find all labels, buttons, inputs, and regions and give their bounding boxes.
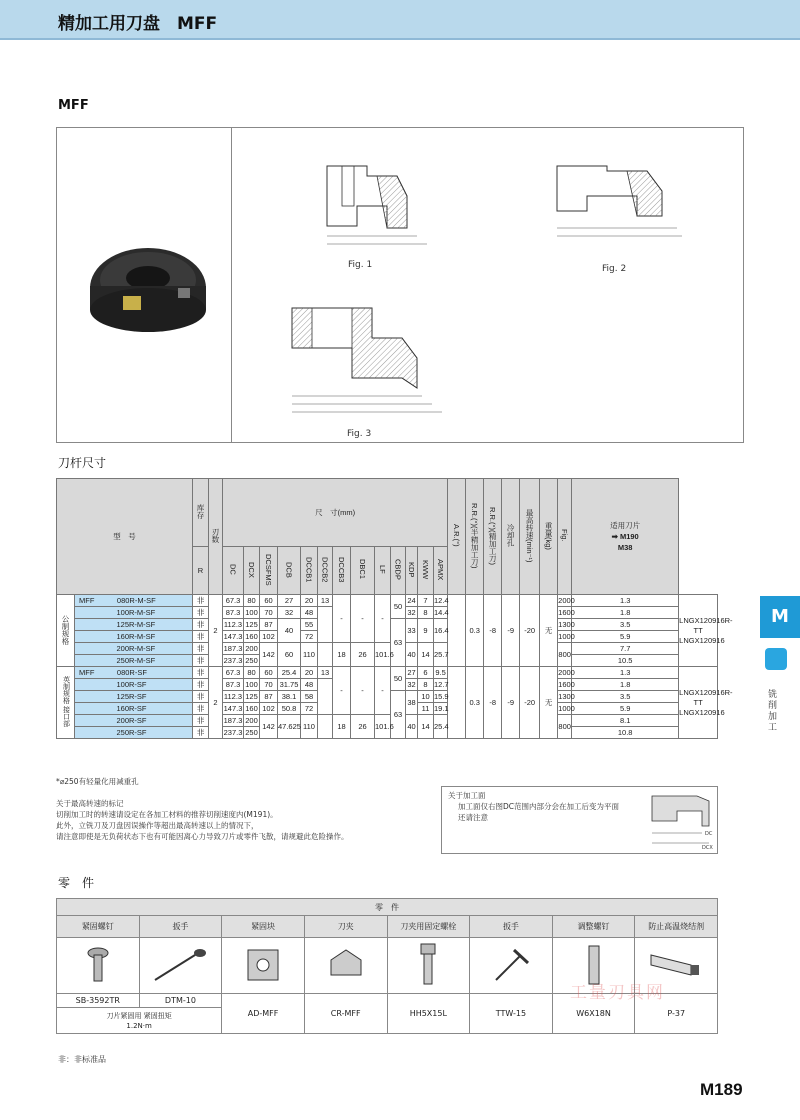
header-model: 型 号 bbox=[57, 479, 193, 595]
part-head-clamp: 刀夹 bbox=[304, 916, 387, 938]
header-fig: Fig. bbox=[558, 479, 572, 595]
table-row: 英制规格 接口部 MFF 080R-SF 非 2 67.3 80 60 25.4 20 13 - - - 50 27 6 9.5 0.3 -8 -9 -20 无 2000 1.3 LNGX120916R-TT LNGX120916 bbox=[57, 667, 718, 679]
screw-image bbox=[57, 938, 140, 994]
col-dccb2: DCCB2 bbox=[318, 547, 333, 595]
spec-table bbox=[56, 478, 733, 739]
part-head-antiseize: 防止高温烧结剂 bbox=[635, 916, 718, 938]
table-row: 250R-SF 非 237.3 250 10.8 bbox=[57, 727, 718, 739]
table-row: 100R-M-SF 非 87.3 100 70 32 48 32 8 14.4 1600 1.8 bbox=[57, 607, 718, 619]
part-head-wrench2: 扳手 bbox=[470, 916, 553, 938]
table-row: 公制规格 MFF 080R-M-SF 非 2 67.3 80 60 27 20 13 - - - 50 24 7 12.4 0.3 -8 -9 -20 无 2000 1.3 LNGX120916R-TT LNGX120916 bbox=[57, 595, 718, 607]
part-head-screw: 紧固螺钉 bbox=[57, 916, 140, 938]
group-metric: 公制规格 bbox=[57, 595, 75, 667]
header-rr2: R.R.(°)(精加工刀) bbox=[484, 479, 502, 595]
part-head-wrench: 扳手 bbox=[139, 916, 222, 938]
footnote-nonstandard: 非：非标准品 bbox=[58, 1055, 106, 1064]
parts-table: 零 件 紧固螺钉 扳手 紧固块 刀夹 刀夹用固定螺栓 扳手 调整螺钉 防止高温烧结剂 SB-3592TR DTM-10 AD-MFF CR-MFF HH5X15L TTW-15 W6X18N P-37 刀片紧固用 紧固扭矩 1.2N·m bbox=[56, 898, 718, 1034]
fig3-caption: Fig. 3 bbox=[347, 429, 372, 439]
header-r: R bbox=[193, 547, 209, 595]
col-dcb: DCB bbox=[278, 547, 301, 595]
col-dcx: DCX bbox=[244, 547, 260, 595]
part-head-bolt: 刀夹用固定螺栓 bbox=[387, 916, 470, 938]
table-row: 100R-SF 非 87.3 100 70 31.75 48 32 8 12.7 1600 1.8 bbox=[57, 679, 718, 691]
header-rr1: R.R.(°)(半精加工刀) bbox=[466, 479, 484, 595]
col-dc: DC bbox=[223, 547, 244, 595]
figure-frame bbox=[56, 127, 744, 443]
part-head-block: 紧固块 bbox=[222, 916, 305, 938]
header-stock: 库存 bbox=[193, 479, 209, 547]
table-row: 125R-M-SF 非 112.3 125 87 40 55 63 33 9 16.4 1300 3.5 bbox=[57, 619, 718, 631]
block-image bbox=[222, 938, 305, 994]
clamp-image bbox=[304, 938, 387, 994]
page-title: 精加工用刀盘 MFF bbox=[58, 14, 218, 34]
header-ar: A.R.(°) bbox=[448, 479, 466, 595]
speed-notes: 关于最高转速的标记 切削加工时的转速请设定在各加工材料的推荐切削速度内(M191)。 此外，立铣刀及刀盘因误操作等超出最高转速以上的情况下， 请注意即使是无负荷状态下也有可能因离心力导致刀片或零件飞散，请规避此危险操作。 bbox=[56, 799, 349, 841]
fig1-caption: Fig. 1 bbox=[348, 260, 373, 270]
side-tab-text: 铣削加工 bbox=[768, 690, 778, 733]
header-speed: 最高转速(min⁻¹) bbox=[520, 479, 540, 595]
group-imperial: 英制规格 接口部 bbox=[57, 667, 75, 739]
col-cbdp: CBDP bbox=[391, 547, 406, 595]
col-kww: KWW bbox=[418, 547, 434, 595]
table-row: 250R-M-SF 非 237.3 250 10.5 bbox=[57, 655, 718, 667]
col-lf: LF bbox=[375, 547, 391, 595]
wrench-image bbox=[139, 938, 222, 994]
bolt-image bbox=[387, 938, 470, 994]
machining-note-text: 关于加工面 加工面仅右图DC范围内部分会在加工后变为平面 还请注意 bbox=[448, 791, 620, 822]
col-dccb3: DCCB3 bbox=[333, 547, 351, 595]
page-header bbox=[0, 0, 800, 40]
dc-label: DC bbox=[705, 831, 713, 837]
fig1-drawing bbox=[297, 136, 437, 256]
torque-note: 刀片紧固用 紧固扭矩 1.2N·m bbox=[57, 1008, 222, 1034]
col-dbc1: DBC1 bbox=[351, 547, 375, 595]
parts-title: 零 件 bbox=[58, 876, 95, 890]
fig3-drawing bbox=[282, 278, 452, 423]
table-row: 160R-SF 非 147.3 160 102 50.8 72 11 19.1 1000 5.9 bbox=[57, 703, 718, 715]
header-dims: 尺 寸(mm) bbox=[223, 479, 448, 547]
table-row: 125R-SF 非 112.3 125 87 38.1 58 63 38 10 15.9 1300 3.5 bbox=[57, 691, 718, 703]
part-head-adjust: 调整螺钉 bbox=[552, 916, 635, 938]
machining-note-box bbox=[441, 786, 718, 854]
header-teeth: 刃数 bbox=[209, 479, 223, 595]
header-insert: 适用刀片 ➡ M190 M38 bbox=[572, 479, 679, 595]
t-wrench-image bbox=[470, 938, 553, 994]
section-title-mff: MFF bbox=[58, 98, 89, 113]
milling-icon bbox=[765, 648, 787, 670]
table-row: 200R-M-SF 非 187.3 200 142 60 110 18 26 101.6 40 14 25.7 800 7.7 bbox=[57, 643, 718, 655]
table-row: 160R-M-SF 非 147.3 160 102 72 1000 5.9 bbox=[57, 631, 718, 643]
dcx-label: DCX bbox=[702, 845, 713, 851]
watermark: 工量刃具网 bbox=[570, 983, 665, 1003]
col-kdp: KDP bbox=[406, 547, 418, 595]
header-weight: 重量(kg) bbox=[540, 479, 558, 595]
col-apmx: APMX bbox=[434, 547, 448, 595]
footnote-star: *⌀250有轻量化用减重孔 bbox=[56, 777, 139, 786]
fig2-caption: Fig. 2 bbox=[602, 264, 627, 274]
page-number: M189 bbox=[700, 1080, 743, 1099]
header-cool: 冷却孔 bbox=[502, 479, 520, 595]
table-row: 200R-SF 非 187.3 200 142 47.625 110 18 26 101.6 40 14 25.4 800 8.1 bbox=[57, 715, 718, 727]
fig2-drawing bbox=[537, 136, 687, 246]
shank-size-title: 刀杆尺寸 bbox=[58, 456, 107, 470]
machining-diagram bbox=[647, 791, 715, 851]
side-tab-m[interactable]: M bbox=[760, 596, 800, 638]
cutter-photo bbox=[83, 228, 213, 348]
parts-header-top: 零 件 bbox=[57, 899, 718, 916]
col-dccb1: DCCB1 bbox=[301, 547, 318, 595]
col-dcsfms: DCSFMS bbox=[260, 547, 278, 595]
